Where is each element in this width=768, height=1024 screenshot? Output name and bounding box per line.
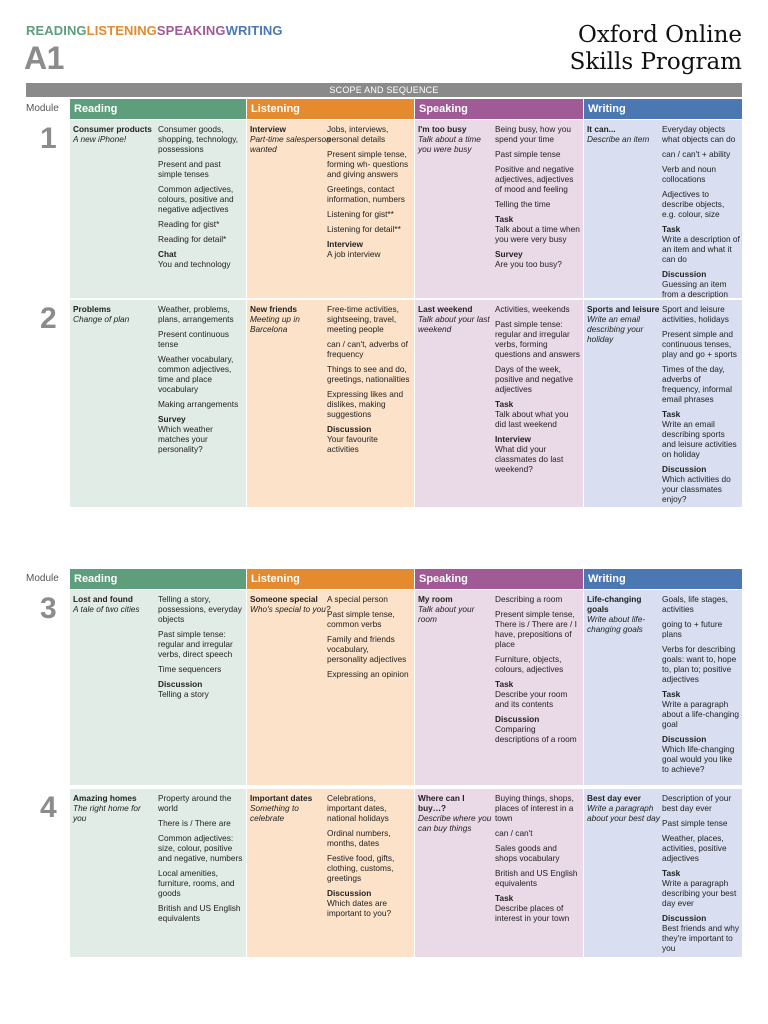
writing-details xyxy=(662,594,740,779)
task-label: Task xyxy=(495,893,514,903)
level-label: A1 xyxy=(24,40,64,76)
detail-item: Telling the time xyxy=(495,199,551,209)
task-text: Write a paragraph about a life-changing goal xyxy=(662,699,740,729)
detail-item: Everyday objects what objects can do xyxy=(662,124,736,144)
topic-title: Sports and leisure xyxy=(587,304,660,314)
task-label: Task xyxy=(662,689,681,699)
speaking-details xyxy=(495,793,581,928)
topic-subtitle: Change of plan xyxy=(73,314,130,324)
detail-item: Property around the world xyxy=(158,793,232,813)
speaking-topic xyxy=(418,124,494,154)
task-text: Your favourite activities xyxy=(327,434,378,454)
listening-header: Listening xyxy=(247,569,414,589)
task2-text: Best friends and why they're important to you xyxy=(662,923,740,953)
detail-item: Making arrangements xyxy=(158,399,239,409)
reading-cell xyxy=(70,120,246,298)
topic-subtitle: Part-time salesperson wanted xyxy=(250,134,331,154)
detail-item: Listening for gist** xyxy=(327,209,394,219)
task2-text: Guessing an item from a description xyxy=(662,279,728,299)
topic-subtitle: Talk about a time you were busy xyxy=(418,134,481,154)
reading-topic xyxy=(73,594,155,614)
header-row-1 xyxy=(26,99,742,119)
task2-text: Comparing descriptions of a room xyxy=(495,724,577,744)
writing-cell xyxy=(584,590,742,785)
brand-speaking: SPEAKING xyxy=(156,23,226,38)
task-label: Task xyxy=(495,214,514,224)
topic-title: Best day ever xyxy=(587,793,641,803)
program-title xyxy=(522,22,742,76)
detail-item: Expressing an opinion xyxy=(327,669,409,679)
detail-item: Verbs for describing goals: want to, hope to, plan to; positive adjectives xyxy=(662,644,737,684)
task-text: Talk about a time when you were very busy xyxy=(495,224,580,244)
task2-label: Interview xyxy=(495,434,531,444)
module-number: 2 xyxy=(40,302,57,335)
task-label: Task xyxy=(495,679,514,689)
detail-item: Times of the day, adverbs of frequency, informal email phrases xyxy=(662,364,732,404)
listening-topic xyxy=(250,793,332,823)
detail-item: Past simple tense: regular and irregular verbs, forming questions and answers xyxy=(495,319,580,359)
task-text: You and technology xyxy=(158,259,231,269)
topic-subtitle: Meeting up in Barcelona xyxy=(250,314,300,334)
task-label: Interview xyxy=(327,239,363,249)
task-text: Which dates are important to you? xyxy=(327,898,392,918)
topic-title: Where can I buy…? xyxy=(418,793,465,813)
detail-item: Past simple tense xyxy=(495,149,561,159)
speaking-topic xyxy=(418,304,494,334)
topic-title: New friends xyxy=(250,304,298,314)
detail-item: Present continuous tense xyxy=(158,329,230,349)
speaking-cell xyxy=(415,120,583,298)
detail-item: Present and past simple tenses xyxy=(158,159,221,179)
topic-subtitle: Describe an item xyxy=(587,134,650,144)
topic-subtitle: Something to celebrate xyxy=(250,803,299,823)
task2-text: What did your classmates do last weekend? xyxy=(495,444,564,474)
topic-subtitle: Talk about your last weekend xyxy=(418,314,490,334)
program-title-line1: Oxford Online xyxy=(577,22,742,48)
topic-subtitle: The right home for you xyxy=(73,803,141,823)
topic-subtitle: Talk about your room xyxy=(418,604,475,624)
topic-title: Important dates xyxy=(250,793,313,803)
detail-item: Past simple tense xyxy=(662,818,728,828)
task2-label: Survey xyxy=(495,249,523,259)
detail-item: Activities, weekends xyxy=(495,304,570,314)
task2-label: Discussion xyxy=(662,913,707,923)
listening-details xyxy=(327,124,411,264)
task-text: Describe your room and its contents xyxy=(495,689,568,709)
topic-title: Interview xyxy=(250,124,286,134)
task-text: Talk about what you did last weekend xyxy=(495,409,569,429)
task-label: Task xyxy=(662,868,681,878)
program-title-line2: Skills Program xyxy=(569,49,742,75)
reading-cell xyxy=(70,789,246,957)
writing-topic xyxy=(587,594,661,634)
reading-header: Reading xyxy=(70,569,246,589)
task2-text: Which activities do your classmates enjoy? xyxy=(662,474,731,504)
speaking-details xyxy=(495,124,581,274)
reading-topic xyxy=(73,793,155,823)
detail-item: Consumer goods, shopping, technology, possessions xyxy=(158,124,239,154)
topic-title: I'm too busy xyxy=(418,124,467,134)
topic-title: Amazing homes xyxy=(73,793,137,803)
detail-item: Reading for detail* xyxy=(158,234,227,244)
detail-item: British and US English equivalents xyxy=(158,903,241,923)
module-row-4 xyxy=(26,789,742,957)
detail-item: Free-time activities, sightseeing, travel, meeting people xyxy=(327,304,399,334)
task2-label: Discussion xyxy=(662,269,707,279)
detail-item: Verb and noun collocations xyxy=(662,164,716,184)
reading-details xyxy=(158,793,244,928)
detail-item: Days of the week, positive and negative adjectives xyxy=(495,364,573,394)
task-text: Write a description of an item and what it can do xyxy=(662,234,740,264)
task-label: Survey xyxy=(158,414,186,424)
detail-item: Furniture, objects, colours, adjectives xyxy=(495,654,564,674)
detail-item: Present simple and continuous tenses, play and go + sports xyxy=(662,329,737,359)
detail-item: Goals, life stages, activities xyxy=(662,594,728,614)
task2-label: Discussion xyxy=(495,714,540,724)
brand-writing: WRITING xyxy=(225,23,283,38)
listening-topic xyxy=(250,304,332,334)
detail-item: Telling a story, possessions, everyday objects xyxy=(158,594,242,624)
task-text: Describe places of interest in your town xyxy=(495,903,570,923)
writing-topic xyxy=(587,793,661,823)
topic-subtitle: Write a paragraph about your best day xyxy=(587,803,660,823)
topic-title: Someone special xyxy=(250,594,318,604)
module-row-3 xyxy=(26,590,742,785)
detail-item: Past simple tense: regular and irregular verbs, direct speech xyxy=(158,629,233,659)
detail-item: Greetings, contact information, numbers xyxy=(327,184,405,204)
task-text: A job interview xyxy=(327,249,381,259)
writing-cell xyxy=(584,300,742,507)
topic-title: Lost and found xyxy=(73,594,133,604)
brand-listening: LISTENING xyxy=(86,23,157,38)
listening-cell xyxy=(247,300,414,507)
detail-item: Common adjectives, colours, positive and negative adjectives xyxy=(158,184,234,214)
reading-header: Reading xyxy=(70,99,246,119)
listening-cell xyxy=(247,590,414,785)
detail-item: There is / There are xyxy=(158,818,231,828)
module-header: Module xyxy=(26,103,59,114)
topic-subtitle: Write an email describing your holiday xyxy=(587,314,644,344)
writing-header: Writing xyxy=(584,569,742,589)
module-row-2 xyxy=(26,300,742,507)
detail-item: British and US English equivalents xyxy=(495,868,578,888)
detail-item: Weather vocabulary, common adjectives, time and place vocabulary xyxy=(158,354,234,394)
detail-item: Describing a room xyxy=(495,594,563,604)
writing-details xyxy=(662,793,740,958)
topic-subtitle: A new iPhone! xyxy=(73,134,127,144)
detail-item: Buying things, shops, places of interest in a town xyxy=(495,793,574,823)
detail-item: Festive food, gifts, clothing, customs, greetings xyxy=(327,853,395,883)
detail-item: A special person xyxy=(327,594,388,604)
listening-details xyxy=(327,304,411,459)
topic-title: My room xyxy=(418,594,453,604)
topic-subtitle: A tale of two cities xyxy=(73,604,140,614)
module-header: Module xyxy=(26,573,59,584)
task2-text: Are you too busy? xyxy=(495,259,562,269)
skills-wordmark xyxy=(26,23,283,38)
speaking-cell xyxy=(415,300,583,507)
detail-item: Positive and negative adjectives, adjectives of mood and feeling xyxy=(495,164,574,194)
header-row-2 xyxy=(26,569,742,589)
topic-subtitle: Write about life-changing goals xyxy=(587,614,646,634)
detail-item: Common adjectives: size, colour, positive and negative, numbers xyxy=(158,833,243,863)
topic-title: Life-changing goals xyxy=(587,594,642,614)
speaking-header: Speaking xyxy=(415,99,583,119)
listening-topic xyxy=(250,124,332,154)
detail-item: Sales goods and shops vocabulary xyxy=(495,843,560,863)
listening-details xyxy=(327,793,411,923)
speaking-topic xyxy=(418,793,494,833)
detail-item: Sport and leisure activities, holidays xyxy=(662,304,729,324)
detail-item: Listening for detail** xyxy=(327,224,401,234)
speaking-details xyxy=(495,594,581,749)
writing-topic xyxy=(587,124,661,144)
task-label: Discussion xyxy=(327,888,372,898)
reading-topic xyxy=(73,124,155,144)
writing-topic xyxy=(587,304,661,344)
detail-item: Weather, places, activities, positive adjectives xyxy=(662,833,727,863)
scope-banner: SCOPE AND SEQUENCE xyxy=(26,83,742,97)
detail-item: can / can't + ability xyxy=(662,149,731,159)
detail-item: Ordinal numbers, months, dates xyxy=(327,828,391,848)
task-text: Write an email describing sports and leisure activities on holiday xyxy=(662,419,737,459)
topic-title: Problems xyxy=(73,304,111,314)
reading-topic xyxy=(73,304,155,324)
topic-title: Last weekend xyxy=(418,304,473,314)
detail-item: Local amenities, furniture, rooms, and goods xyxy=(158,868,235,898)
detail-item: going to + future plans xyxy=(662,619,723,639)
speaking-header: Speaking xyxy=(415,569,583,589)
task-text: Which weather matches your personality? xyxy=(158,424,213,454)
task-label: Task xyxy=(495,399,514,409)
detail-item: Expressing likes and dislikes, making suggestions xyxy=(327,389,404,419)
task-label: Task xyxy=(662,224,681,234)
task2-text: Which life-changing goal would you like to achieve? xyxy=(662,744,735,774)
listening-cell xyxy=(247,789,414,957)
writing-details xyxy=(662,304,740,509)
topic-title: Consumer products xyxy=(73,124,152,134)
detail-item: Reading for gist* xyxy=(158,219,220,229)
detail-item: Present simple tense, forming wh- questions and giving answers xyxy=(327,149,409,179)
module-row-1 xyxy=(26,120,742,298)
module-number: 1 xyxy=(40,122,57,155)
detail-item: Adjectives to describe objects, e.g. colour, size xyxy=(662,189,725,219)
speaking-cell xyxy=(415,590,583,785)
detail-item: Past simple tense, common verbs xyxy=(327,609,395,629)
listening-details xyxy=(327,594,411,684)
task-text: Telling a story xyxy=(158,689,209,699)
detail-item: Things to see and do, greetings, nationalities xyxy=(327,364,410,384)
task-label: Chat xyxy=(158,249,177,259)
task-label: Discussion xyxy=(158,679,203,689)
reading-details xyxy=(158,594,244,704)
detail-item: can / can't xyxy=(495,828,533,838)
task2-label: Discussion xyxy=(662,464,707,474)
module-number: 3 xyxy=(40,592,57,625)
detail-item: Time sequencers xyxy=(158,664,222,674)
detail-item: Celebrations, important dates, national holidays xyxy=(327,793,389,823)
detail-item: Jobs, interviews, personal details xyxy=(327,124,389,144)
writing-header: Writing xyxy=(584,99,742,119)
listening-cell xyxy=(247,120,414,298)
detail-item: Present simple tense, There is / There are / I have, prepositions of place xyxy=(495,609,577,649)
task-label: Discussion xyxy=(327,424,372,434)
listening-topic xyxy=(250,594,332,614)
topic-title: It can... xyxy=(587,124,616,134)
reading-cell xyxy=(70,300,246,507)
topic-subtitle: Who's special to you? xyxy=(250,604,331,614)
detail-item: can / can't, adverbs of frequency xyxy=(327,339,408,359)
task2-label: Discussion xyxy=(662,734,707,744)
writing-cell xyxy=(584,789,742,957)
task-text: Write a paragraph describing your best day ever xyxy=(662,878,737,908)
detail-item: Weather, problems, plans, arrangements xyxy=(158,304,234,324)
listening-header: Listening xyxy=(247,99,414,119)
detail-item: Being busy, how you spend your time xyxy=(495,124,571,144)
detail-item: Description of your best day ever xyxy=(662,793,732,813)
speaking-details xyxy=(495,304,581,479)
detail-item: Family and friends vocabulary, personality adjectives xyxy=(327,634,407,664)
reading-details xyxy=(158,304,244,459)
module-number: 4 xyxy=(40,791,57,824)
reading-details xyxy=(158,124,244,274)
speaking-cell xyxy=(415,789,583,957)
task-label: Task xyxy=(662,409,681,419)
writing-cell xyxy=(584,120,742,298)
topic-subtitle: Describe where you can buy things xyxy=(418,813,492,833)
brand-reading: READING xyxy=(26,23,87,38)
writing-details xyxy=(662,124,740,304)
reading-cell xyxy=(70,590,246,785)
speaking-topic xyxy=(418,594,494,624)
